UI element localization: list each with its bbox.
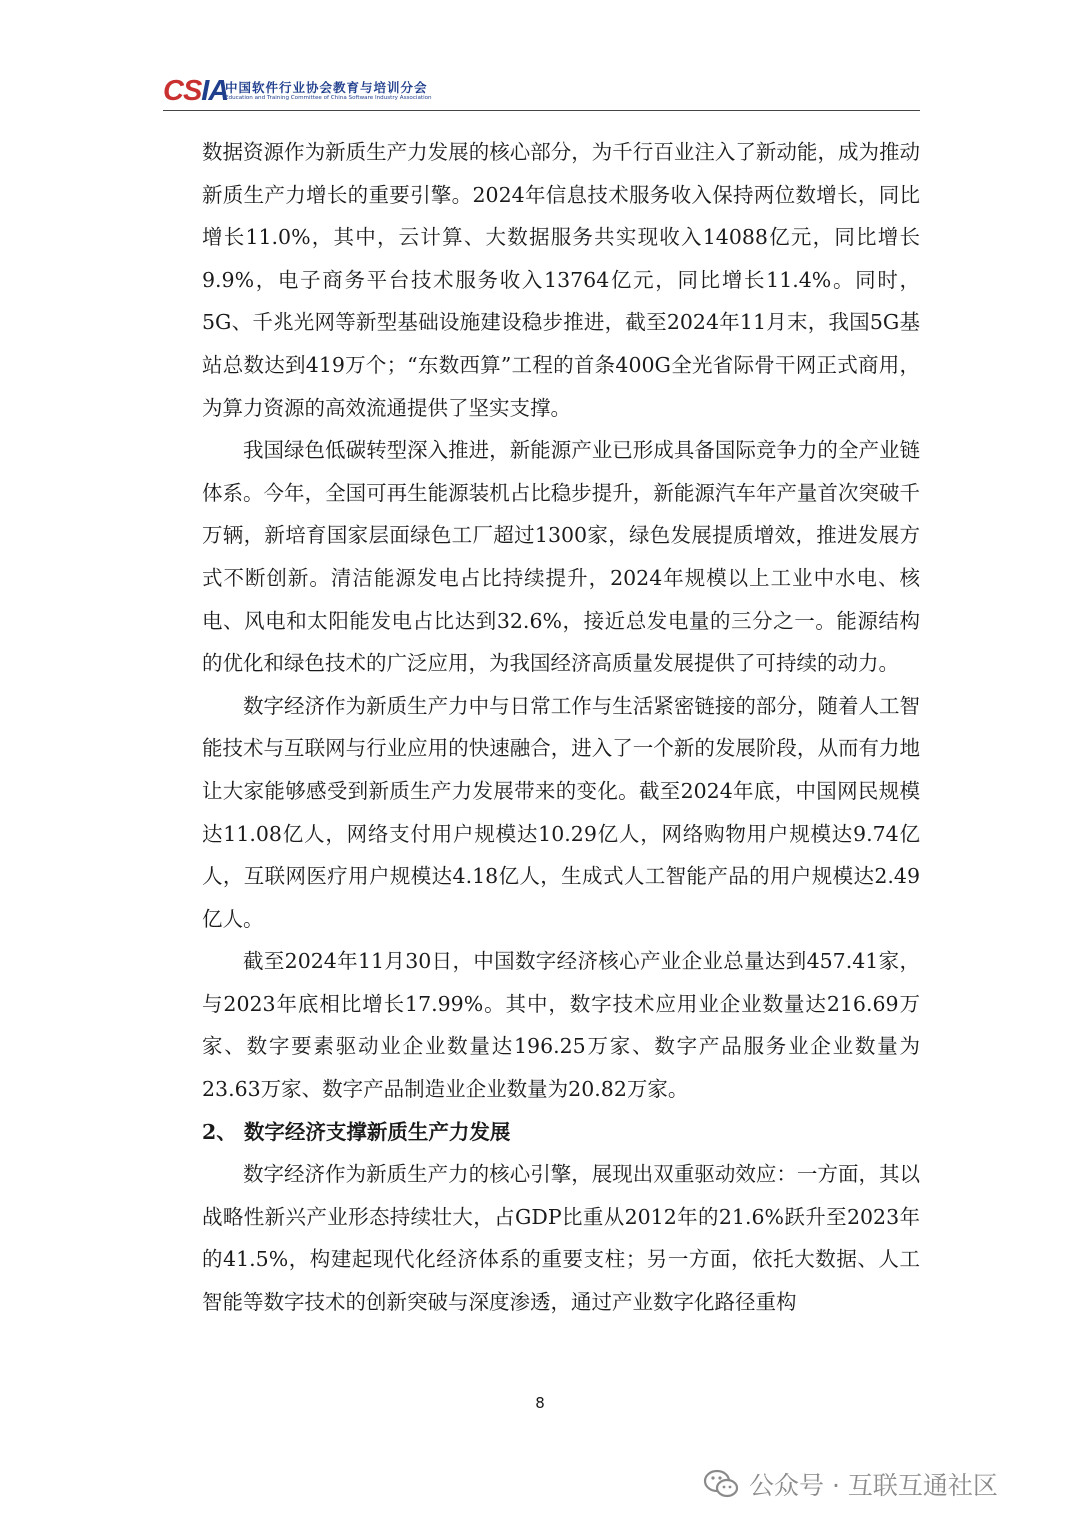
document-body: [202, 131, 920, 1324]
watermark-text: 公众号 · 互联互通社区: [749, 1471, 998, 1500]
paragraph-digital-enterprises: 截至2024年11月30日，中国数字经济核心产业企业总量达到457.41家，与2023年底相比增长17.99%。其中，数字技术应用业企业数量达216.69万家、数字要素驱动业企业数量达196.25万家、数字产品服务业企业数量为23.63万家、数字产品制造业企业数量为20.82万家。: [202, 949, 920, 1102]
org-name-en: Education and Training Committee of China Software Industry Association: [225, 95, 432, 101]
section-heading: 2、 数字经济支撑新质生产力发展: [202, 1119, 511, 1144]
paragraph-digital-economy-users: 数字经济作为新质生产力中与日常工作与生活紧密链接的部分，随着人工智能技术与互联网与行业应用的快速融合，进入了一个新的发展阶段，从而有力地让大家能够感受到新质生产力发展带来的变化。截至2024年底，中国网民规模达11.08亿人，网络支付用户规模达10.29亿人，网络购物用户规模达9.74亿人，互联网医疗用户规模达4.18亿人，生成式人工智能产品的用户规模达2.49亿人。: [202, 693, 920, 931]
csia-logo: CSIA: [163, 75, 229, 107]
wechat-icon: [703, 1468, 739, 1500]
paragraph-data-resources: 数据资源作为新质生产力发展的核心部分，为千行百业注入了新动能，成为推动新质生产力增长的重要引擎。2024年信息技术服务收入保持两位数增长，同比增长11.0%，其中，云计算、大数据服务共实现收入14088亿元，同比增长9.9%，电子商务平台技术服务收入13764亿元，同比增长11.4%。同时，5G、千兆光网等新型基础设施建设稳步推进，截至2024年11月末，我国5G基站总数达到419万个；“东数西算”工程的首条400G全光省际骨干网正式商用，为算力资源的高效流通提供了坚实支撑。: [202, 140, 920, 420]
org-name-cn: 中国软件行业协会教育与培训分会: [225, 80, 428, 95]
page-number: 8: [535, 1394, 545, 1412]
paragraph-digital-economy-support: 数字经济作为新质生产力的核心引擎，展现出双重驱动效应：一方面，其以战略性新兴产业形态持续壮大，占GDP比重从2012年的21.6%跃升至2023年的41.5%，构建起现代化经济体系的重要支柱；另一方面，依托大数据、人工智能等数字技术的创新突破与深度渗透，通过产业数字化路径重构: [202, 1162, 920, 1315]
watermark: [703, 1466, 998, 1502]
paragraph-green-transition: 我国绿色低碳转型深入推进，新能源产业已形成具备国际竞争力的全产业链体系。今年，全国可再生能源装机占比稳步提升，新能源汽车年产量首次突破千万辆，新培育国家层面绿色工厂超过1300家，绿色发展提质增效，推进发展方式不断创新。清洁能源发电占比持续提升，2024年规模以上工业中水电、核电、风电和太阳能发电占比达到32.6%，接近总发电量的三分之一。能源结构的优化和绿色技术的广泛应用，为我国经济高质量发展提供了可持续的动力。: [202, 438, 920, 676]
page-header: [163, 74, 920, 111]
